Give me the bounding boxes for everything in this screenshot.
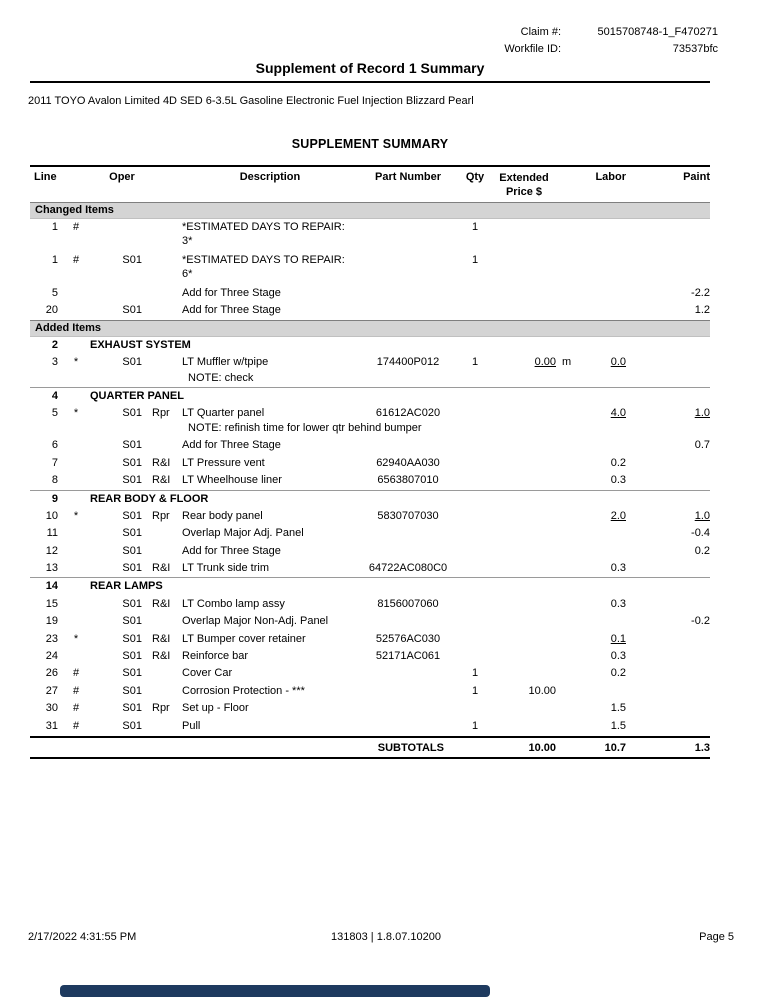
line-number: 9	[51, 492, 58, 505]
line-number: 8	[51, 474, 58, 487]
oper-flag: #	[72, 719, 80, 732]
quantity: 1	[471, 684, 479, 697]
description-line1: *ESTIMATED DAYS TO REPAIR:	[182, 254, 345, 266]
column-header-labor: Labor	[595, 171, 626, 183]
subtotals-block	[30, 736, 710, 759]
description	[182, 665, 358, 681]
line-item-row	[30, 631, 710, 648]
description-line1: *ESTIMATED DAYS TO REPAIR:	[182, 221, 345, 233]
description	[182, 508, 358, 524]
line-item-row	[30, 219, 710, 252]
paint-hours: -2.2	[691, 287, 710, 299]
line-item-row	[30, 252, 710, 285]
flag-spacer	[62, 491, 90, 508]
description-line1: Pull	[182, 719, 201, 732]
paint-hours: 1.0	[694, 509, 710, 522]
labor-hours: 0.3	[610, 474, 626, 487]
line-item-row	[30, 508, 710, 525]
description	[182, 219, 358, 248]
description-line1: LT Wheelhouse liner	[182, 474, 282, 487]
subtotals-rate-spacer	[556, 740, 576, 757]
description-line1: LT Quarter panel	[182, 406, 265, 419]
part-number: 52171AC061	[375, 650, 441, 663]
line-number: 2	[51, 338, 58, 351]
workfile-id-row	[411, 41, 718, 58]
description-line2: 3*	[182, 235, 193, 247]
paint-hours: -0.2	[691, 615, 710, 628]
operation-code: R&I	[152, 650, 171, 663]
quantity: 1	[471, 221, 479, 233]
oper-flag: *	[73, 632, 79, 645]
subtotals-row	[30, 738, 710, 759]
description-line1: Cover Car	[182, 667, 233, 680]
labor-hours: 1.5	[610, 719, 626, 732]
line-number: 6	[51, 439, 58, 452]
part-number: 62940AA030	[376, 456, 440, 469]
oper-code: S01	[122, 544, 142, 557]
oper-flag: *	[73, 406, 79, 419]
line-item-row	[30, 718, 710, 735]
line-number: 11	[46, 527, 58, 540]
oper-code: S01	[122, 356, 142, 369]
oper-code: S01	[122, 684, 142, 697]
paint-hours: 1.0	[694, 406, 710, 419]
line-item-row	[30, 560, 710, 577]
footer-version-info: 131803 | 1.8.07.10200	[331, 931, 441, 943]
oper-code: S01	[122, 304, 142, 317]
quantity: 1	[471, 254, 479, 266]
labor-hours: 0.1	[610, 632, 626, 645]
oper-flag: #	[72, 254, 80, 266]
line-number: 13	[45, 562, 58, 575]
oper-code: S01	[122, 254, 142, 266]
line-item-row	[30, 613, 710, 630]
line-item-row	[30, 472, 710, 489]
table-body	[30, 202, 710, 735]
oper-flag: #	[72, 221, 80, 233]
labor-hours: 0.3	[610, 650, 626, 663]
description	[182, 543, 358, 559]
part-number: 52576AC030	[375, 632, 441, 645]
description-line1: LT Combo lamp assy	[182, 597, 285, 610]
description	[182, 455, 358, 471]
description-line1: Reinforce bar	[182, 650, 249, 663]
line-item-row	[30, 302, 710, 319]
operation-code: Rpr	[152, 406, 170, 419]
line-item-row	[30, 596, 710, 613]
column-header-extended-price	[492, 171, 556, 199]
note-row	[30, 372, 710, 387]
oper-flag: #	[72, 702, 80, 715]
flag-spacer	[62, 337, 90, 354]
category-title: QUARTER PANEL	[90, 389, 184, 402]
column-header-description: Description	[239, 171, 301, 183]
oper-flag: #	[72, 667, 80, 680]
line-item-row	[30, 648, 710, 665]
claim-number-row	[411, 24, 718, 41]
flag-spacer	[62, 388, 90, 405]
description	[182, 700, 358, 716]
line-number: 15	[45, 597, 58, 610]
note-indent	[30, 422, 188, 437]
supplement-table	[30, 165, 710, 759]
extended-price: 0.00	[534, 356, 556, 369]
part-number: 6563807010	[377, 474, 439, 487]
line-number: 3	[51, 356, 58, 369]
operation-code: R&I	[152, 562, 171, 575]
category-row	[30, 577, 710, 595]
part-number: 174400P012	[376, 356, 440, 369]
note-text: NOTE: refinish time for lower qtr behind bumper	[188, 422, 422, 435]
description-line1: Corrosion Protection - ***	[182, 684, 305, 697]
oper-code: S01	[122, 456, 142, 469]
table-header-row	[30, 165, 710, 202]
line-item-row	[30, 405, 710, 422]
quantity: 1	[471, 667, 479, 680]
description	[182, 683, 358, 699]
oper-code: S01	[122, 509, 142, 522]
description	[182, 613, 358, 629]
paint-hours: 0.2	[694, 544, 710, 557]
paint-hours: 0.7	[694, 439, 710, 452]
oper-flag: *	[73, 509, 79, 522]
line-number: 27	[45, 684, 58, 697]
labor-hours: 0.3	[610, 597, 626, 610]
line-item-row	[30, 525, 710, 542]
oper-code: S01	[122, 719, 142, 732]
note-text: NOTE: check	[188, 371, 254, 384]
labor-hours: 2.0	[610, 509, 626, 522]
labor-hours: 0.2	[610, 667, 626, 680]
description	[182, 648, 358, 664]
category-title: EXHAUST SYSTEM	[90, 338, 191, 351]
operation-code: R&I	[152, 632, 171, 645]
line-number: 4	[51, 389, 58, 402]
description	[182, 718, 358, 734]
description	[182, 302, 358, 318]
line-item-row	[30, 683, 710, 700]
subtotals-labor: 10.7	[604, 741, 626, 754]
line-number: 26	[45, 667, 58, 680]
column-header-part-number: Part Number	[374, 171, 442, 183]
description-line1: Add for Three Stage	[182, 439, 281, 452]
workfile-id-label: Workfile ID:	[504, 43, 561, 55]
rate-marker: m	[562, 356, 572, 369]
description	[182, 525, 358, 541]
oper-code: S01	[122, 702, 142, 715]
line-number: 5	[51, 287, 58, 299]
extended-price: 10.00	[528, 684, 556, 697]
description-line1: LT Muffler w/tpipe	[182, 356, 269, 369]
column-header-paint: Paint	[683, 171, 710, 183]
vehicle-description: 2011 TOYO Avalon Limited 4D SED 6-3.5L Gasoline Electronic Fuel Injection Blizzard Pearl	[28, 95, 474, 107]
description-line1: LT Trunk side trim	[182, 562, 270, 575]
oper-code: S01	[122, 474, 142, 487]
operation-code: R&I	[152, 456, 171, 469]
oper-flag: #	[72, 684, 80, 697]
part-number: 64722AC080C0	[368, 562, 448, 575]
claim-number-value: 5015708748-1_F470271	[597, 26, 718, 38]
description-line1: LT Pressure vent	[182, 456, 265, 469]
bottom-bar	[60, 985, 490, 997]
oper-code: S01	[122, 632, 142, 645]
description-line1: Add for Three Stage	[182, 287, 281, 299]
line-number: 1	[51, 221, 58, 233]
paint-hours: 1.2	[694, 304, 710, 317]
subtotals-qty-spacer	[458, 740, 492, 757]
line-number: 12	[45, 544, 58, 557]
oper-code: S01	[122, 562, 142, 575]
description	[182, 252, 358, 281]
description-line2: 6*	[182, 268, 193, 280]
line-number: 14	[45, 580, 58, 593]
line-number: 31	[45, 719, 58, 732]
labor-hours: 0.2	[610, 456, 626, 469]
operation-code: Rpr	[152, 702, 170, 715]
oper-code: S01	[122, 597, 142, 610]
description	[182, 285, 358, 301]
claim-header	[411, 24, 718, 58]
description-line1: LT Bumper cover retainer	[182, 632, 306, 645]
quantity: 1	[471, 356, 479, 369]
footer-datetime: 2/17/2022 4:31:55 PM	[28, 931, 137, 943]
summary-heading: SUPPLEMENT SUMMARY	[291, 137, 449, 151]
line-item-row	[30, 543, 710, 560]
operation-code: Rpr	[152, 509, 170, 522]
oper-code: S01	[122, 406, 142, 419]
column-header-line: Line	[34, 171, 57, 183]
operation-code: R&I	[152, 474, 171, 487]
workfile-id-value: 73537bfc	[672, 43, 718, 55]
oper-code: S01	[122, 439, 142, 452]
column-header-extended-line2: Price $	[505, 186, 543, 198]
column-header-qty: Qty	[465, 171, 485, 183]
labor-hours: 0.0	[610, 356, 626, 369]
section-band: Added Items	[30, 320, 710, 337]
oper-flag: *	[73, 356, 79, 369]
part-number: 61612AC020	[375, 406, 441, 419]
category-row	[30, 387, 710, 405]
note-indent	[30, 372, 188, 387]
subtotals-extended-price: 10.00	[528, 741, 556, 754]
part-number: 8156007060	[377, 597, 439, 610]
line-item-row	[30, 665, 710, 682]
page-footer	[28, 929, 744, 945]
category-row	[30, 490, 710, 508]
quantity: 1	[471, 719, 479, 732]
line-item-row	[30, 437, 710, 454]
part-number: 5830707030	[377, 509, 439, 522]
column-header-rate-spacer	[556, 171, 576, 199]
line-number: 20	[45, 304, 58, 317]
operation-code: R&I	[152, 597, 171, 610]
oper-code: S01	[122, 615, 142, 628]
line-item-row	[30, 285, 710, 302]
description-line1: Add for Three Stage	[182, 544, 281, 557]
line-number: 1	[51, 254, 58, 266]
subtotals-paint: 1.3	[694, 741, 710, 754]
description	[182, 437, 358, 453]
subtotals-label: SUBTOTALS	[377, 741, 444, 754]
line-item-row	[30, 455, 710, 472]
category-title: REAR BODY & FLOOR	[90, 492, 209, 505]
line-number: 23	[45, 632, 58, 645]
line-item-row	[30, 354, 710, 371]
labor-hours: 4.0	[610, 406, 626, 419]
column-header-extended-line1: Extended	[499, 172, 549, 184]
line-number: 30	[45, 702, 58, 715]
section-band: Changed Items	[30, 202, 710, 219]
line-number: 19	[45, 615, 58, 628]
description-line1: Set up - Floor	[182, 702, 249, 715]
claim-number-label: Claim #:	[520, 26, 561, 38]
line-number: 24	[45, 650, 58, 663]
description	[182, 560, 358, 576]
category-row	[30, 337, 710, 354]
footer-page-number: Page 5	[699, 931, 734, 943]
document-title: Supplement of Record 1 Summary	[255, 60, 485, 76]
line-number: 7	[51, 456, 58, 469]
description	[182, 354, 358, 370]
description	[182, 596, 358, 612]
line-item-row	[30, 700, 710, 717]
document-title-rule	[30, 60, 710, 83]
labor-hours: 0.3	[610, 562, 626, 575]
description	[182, 631, 358, 647]
category-title: REAR LAMPS	[90, 580, 163, 593]
line-number: 5	[51, 406, 58, 419]
description-line1: Overlap Major Non-Adj. Panel	[182, 615, 329, 628]
flag-spacer	[62, 578, 90, 595]
labor-hours: 1.5	[610, 702, 626, 715]
paint-hours: -0.4	[691, 527, 710, 540]
oper-code: S01	[122, 527, 142, 540]
line-number: 10	[45, 509, 58, 522]
description-line1: Add for Three Stage	[182, 304, 281, 317]
description	[182, 405, 358, 421]
note-row	[30, 422, 710, 437]
description-line1: Overlap Major Adj. Panel	[182, 527, 304, 540]
description	[182, 472, 358, 488]
description-line1: Rear body panel	[182, 509, 263, 522]
column-header-oper: Oper	[109, 171, 135, 183]
oper-code: S01	[122, 667, 142, 680]
oper-code: S01	[122, 650, 142, 663]
